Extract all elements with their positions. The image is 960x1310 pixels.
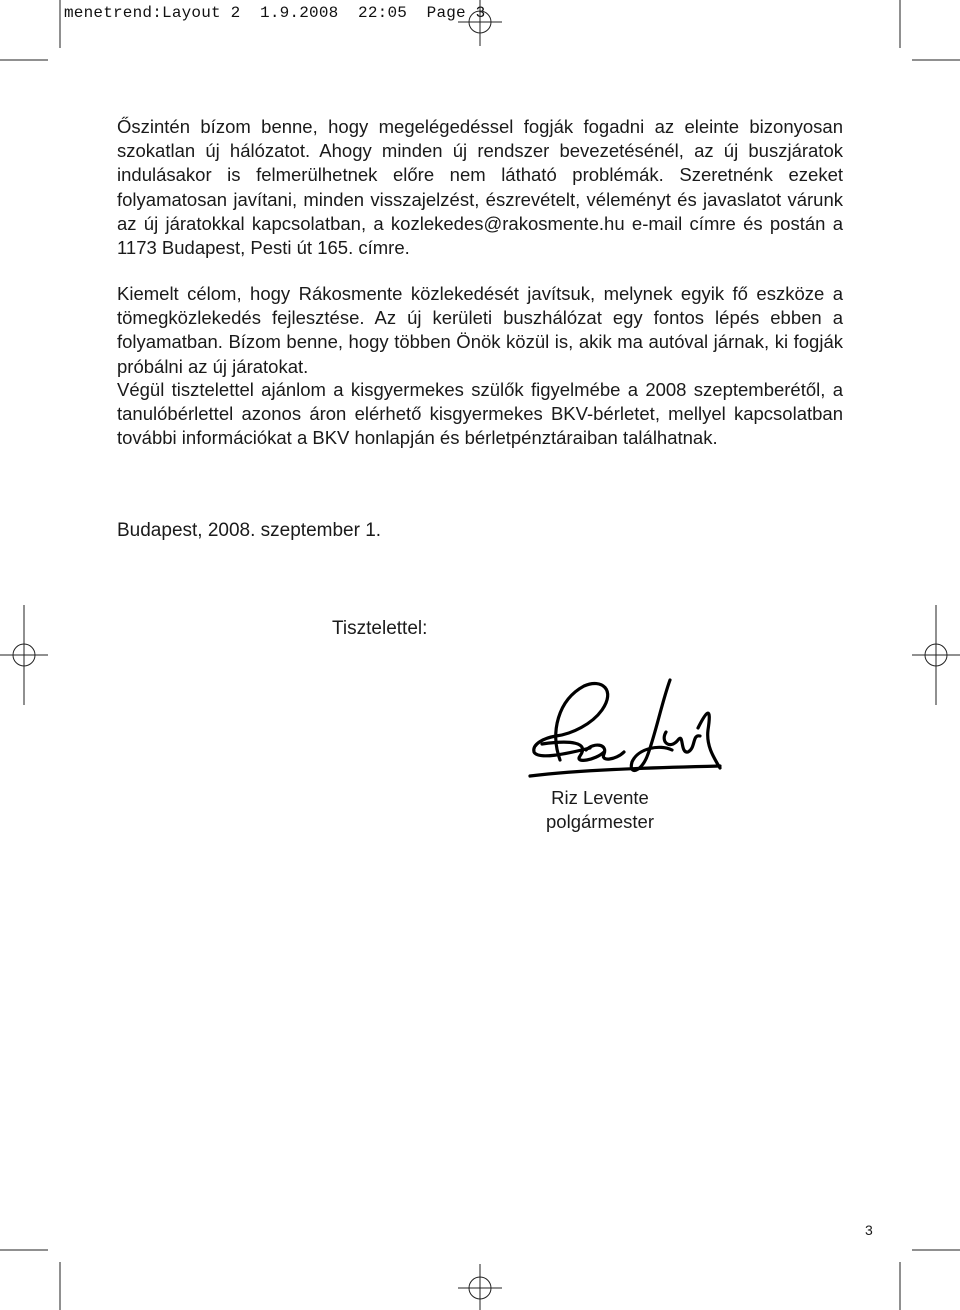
print-slug-line: menetrend:Layout 2 1.9.2008 22:05 Page 3 bbox=[64, 4, 486, 22]
signer-block bbox=[530, 786, 670, 834]
body-paragraph: Őszintén bízom benne, hogy megelégedéssel fogják fogadni az eleinte bizonyosan szokatlan új hálózatot. Ahogy minden új rendszer bevezetésénél, az új buszjáratok indulásakor is felmerülhetnek előre nem látható problémák. Szeretnénk ezeket folyamatosan javítani, minden visszajelzést, észrevételt, véleményt és javaslatot várunk az új járatokkal kapcsolatban, a kozlekedes@rakosmente.hu e-mail címre és postán a 1173 Budapest, Pesti út 165. címre. bbox=[117, 116, 843, 259]
body-paragraph: Kiemelt célom, hogy Rákosmente közlekedését javítsuk, melynek egyik fő eszköze a tömegközlekedés fejlesztése. Az új kerületi buszhálózat egy fontos lépés ebben a folyamatban. Bízom benne, hogy többen Önök közül is, akik ma autóval járnak, ki fogják próbálni az új járatokat. bbox=[117, 283, 843, 377]
signer-title: polgármester bbox=[546, 811, 654, 832]
body-paragraph: Végül tisztelettel ajánlom a kisgyermekes szülők figyelmébe a 2008 szeptemberétől, a tanulóbérlettel azonos áron elérhető kisgyermekes BKV-bérletet, mellyel kapcsolatban további információkat a BKV honlapján és bérletpénztáraiban találhatnak. bbox=[117, 379, 843, 449]
page-number: 3 bbox=[865, 1222, 873, 1238]
closing-greeting: Tisztelettel: bbox=[332, 618, 428, 639]
place-and-date: Budapest, 2008. szeptember 1. bbox=[117, 520, 382, 541]
signer-name: Riz Levente bbox=[551, 787, 649, 808]
handwritten-signature bbox=[520, 672, 730, 802]
